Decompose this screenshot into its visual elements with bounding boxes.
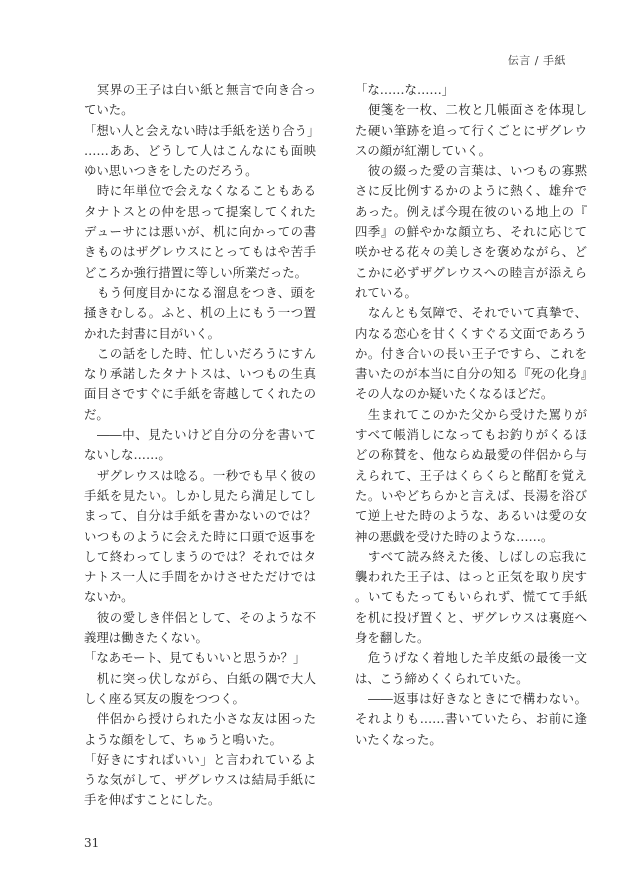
paragraph: なんとも気障で、それでいて真摯で、内なる恋心を甘くくすぐる文面であろうか。付き合いの長い王子ですら、これを書いたのが本当に自分の知る『死の化身』その人なのか疑いたくなるほどだ。: [355, 305, 587, 402]
paragraph: ――中、見たいけど自分の分を書いてないしな……。: [84, 427, 316, 463]
paragraph: もう何度目かになる溜息をつき、頭を掻きむしる。ふと、机の上にもう一つ置かれた封書に目がいく。: [84, 284, 316, 341]
paragraph: すべて読み終えた後、しばしの忘我に襲われた王子は、はっと正気を取り戻す。いてもたってもいられず、慌てて手紙を机に投げ置くと、ザグレウスは裏庭へ身を翻した。: [355, 548, 587, 646]
page-number: 31: [84, 836, 100, 850]
paragraph: ――返事は好きなときにで構わない。それよりも……書いていたら、お前に逢いたくなった。: [355, 690, 587, 747]
paragraph: この話をした時、忙しいだろうにすんなり承諾したタナトスは、いつもの生真面目さですぐに手紙を寄越してくれたのだ。: [84, 345, 316, 422]
paragraph: ザグレウスは唸る。一秒でも早く彼の手紙を見たい。しかし見たら満足してしまって、自分は手紙を書かないのでは？いつものように会えた時に口頭で返事をして終わってしまうのでは？それではタナトス一人に手間をかけさせただけではないか。: [84, 467, 316, 605]
paragraph: 「想い人と会えない時は手紙を送り合う」: [84, 122, 320, 138]
right-text-column: [355, 80, 587, 750]
paragraph: 危うげなく着地した羊皮紙の最後一文は、こう締めくくられていた。: [355, 650, 587, 686]
paragraph: 「な……な……」: [355, 82, 455, 97]
paragraph: 伴侶から授けられた小さな友は困ったような顔をして、ちゅうと鳴いた。: [84, 711, 316, 747]
paragraph: 生まれてこのかた父から受けた罵りがすべて帳消しになってもお釣りがくるほどの称賛を、他ならぬ最愛の伴侶から与えられて、王子はくらくらと酩酊を覚えた。いやどちらかと言えば、長湯を浴びて逆上せた時のような、あるいは愛の女神の悪戯を受けた時のような……。: [355, 406, 587, 544]
paragraph: 時に年単位で会えなくなることもあるタナトスとの仲を思って提案してくれたデューサには悪いが、机に向かっての書きものはザグレウスにとってもはや苦手どころか強行措置に等しい所業だった。: [84, 183, 316, 280]
paragraph: ……ああ、どうして人はこんなにも面映ゆい思いつきをしたのだろう。: [84, 142, 316, 179]
paragraph: 便箋を一枚、二枚と几帳面さを体現した硬い筆跡を追って行くごとにザグレウスの顔が紅潮していく。: [355, 102, 587, 158]
running-header: 伝言 / 手紙: [507, 54, 566, 67]
paragraph: 冥界の王子は白い紙と無言で向き合っていた。: [84, 82, 316, 118]
paragraph: 「なあモート、見てもいいと思うか？」: [84, 650, 306, 666]
paragraph: 机に突っ伏しながら、白紙の隅で大人しく座る冥友の腹をつつく。: [84, 670, 316, 706]
paragraph: 彼の綴った愛の言葉は、いつもの寡黙さに反比例するかのように熱く、雄弁であった。例えば今現在彼のいる地上の『四季』の鮮やかな顔立ち、それに応じて咲かせる花々の美しさを褒めながら、どこかに必ずザグレウスへの睦言が添えられている。: [355, 163, 587, 300]
paragraph: 彼の愛しき伴侶として、そのような不義理は働きたくない。: [84, 609, 316, 646]
paragraph: 「好きにすればいい」と言われているような気がして、ザグレウスは結局手紙に手を伸ばすことにした。: [84, 751, 316, 808]
left-text-column: [84, 80, 320, 811]
